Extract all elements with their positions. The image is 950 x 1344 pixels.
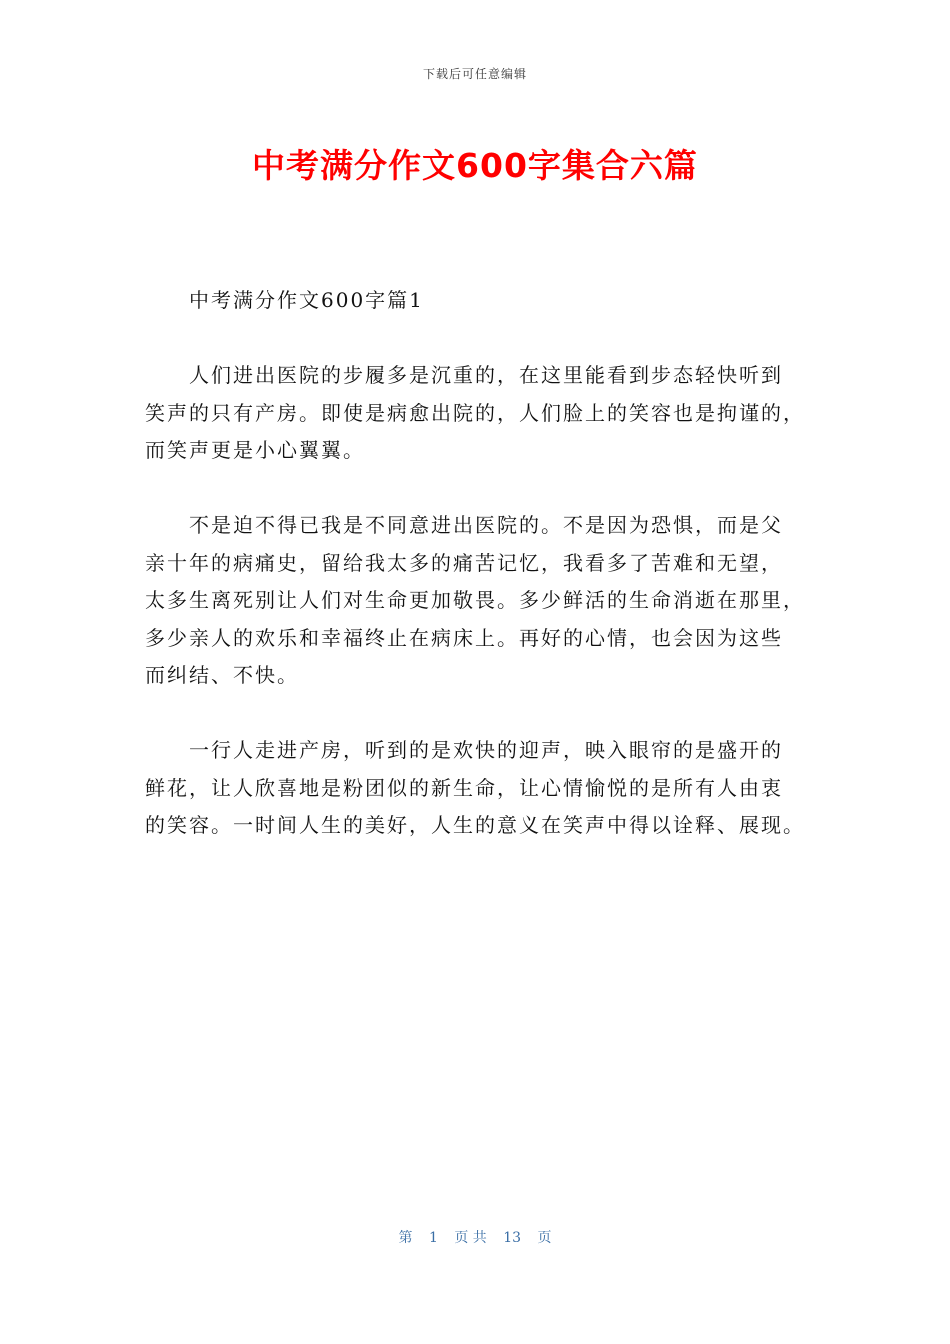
paragraph-line: 太多生离死别让人们对生命更加敬畏。多少鲜活的生命消逝在那里， <box>145 588 805 612</box>
paragraph-line: 人们进出医院的步履多是沉重的，在这里能看到步态轻快听到 <box>189 363 783 387</box>
paragraph-2 <box>145 507 805 695</box>
document-title: 中考满分作文600字集合六篇 <box>252 146 698 185</box>
paragraph-line: 亲十年的病痛史，留给我太多的痛苦记忆，我看多了苦难和无望， <box>145 550 783 575</box>
footer-page-mid: 页 共 <box>454 1230 487 1246</box>
footer-page-suffix: 页 <box>537 1230 552 1246</box>
paragraph-line: 鲜花，让人欣喜地是粉团似的新生命，让心情愉悦的是所有人由衷 <box>145 775 783 800</box>
paragraph-line: 而笑声更是小心翼翼。 <box>145 438 365 462</box>
paragraph-line: 不是迫不得已我是不同意进出医院的。不是因为恐惧，而是父 <box>189 513 783 537</box>
paragraph-line: 多少亲人的欢乐和幸福终止在病床上。再好的心情，也会因为这些 <box>145 625 783 650</box>
section-heading: 中考满分作文600字篇1 <box>189 288 424 312</box>
footer-page-number: 1 <box>428 1230 438 1246</box>
paragraph-line: 的笑容。一时间人生的美好，人生的意义在笑声中得以诠释、展现。 <box>145 813 805 837</box>
paragraph-line: 一行人走进产房，听到的是欢快的迎声，映入眼帘的是盛开的 <box>189 738 783 762</box>
footer-page-prefix: 第 <box>398 1230 413 1246</box>
paragraph-line: 笑声的只有产房。即使是病愈出院的，人们脸上的笑容也是拘谨的， <box>145 400 805 425</box>
paragraph-1 <box>145 357 805 470</box>
header-note: 下载后可任意编辑 <box>422 67 527 81</box>
document-body <box>145 282 805 882</box>
footer-total-pages: 13 <box>503 1230 522 1246</box>
paragraph-line: 而纠结、不快。 <box>145 663 299 687</box>
page-footer <box>0 1228 950 1248</box>
paragraph-3 <box>145 732 805 845</box>
